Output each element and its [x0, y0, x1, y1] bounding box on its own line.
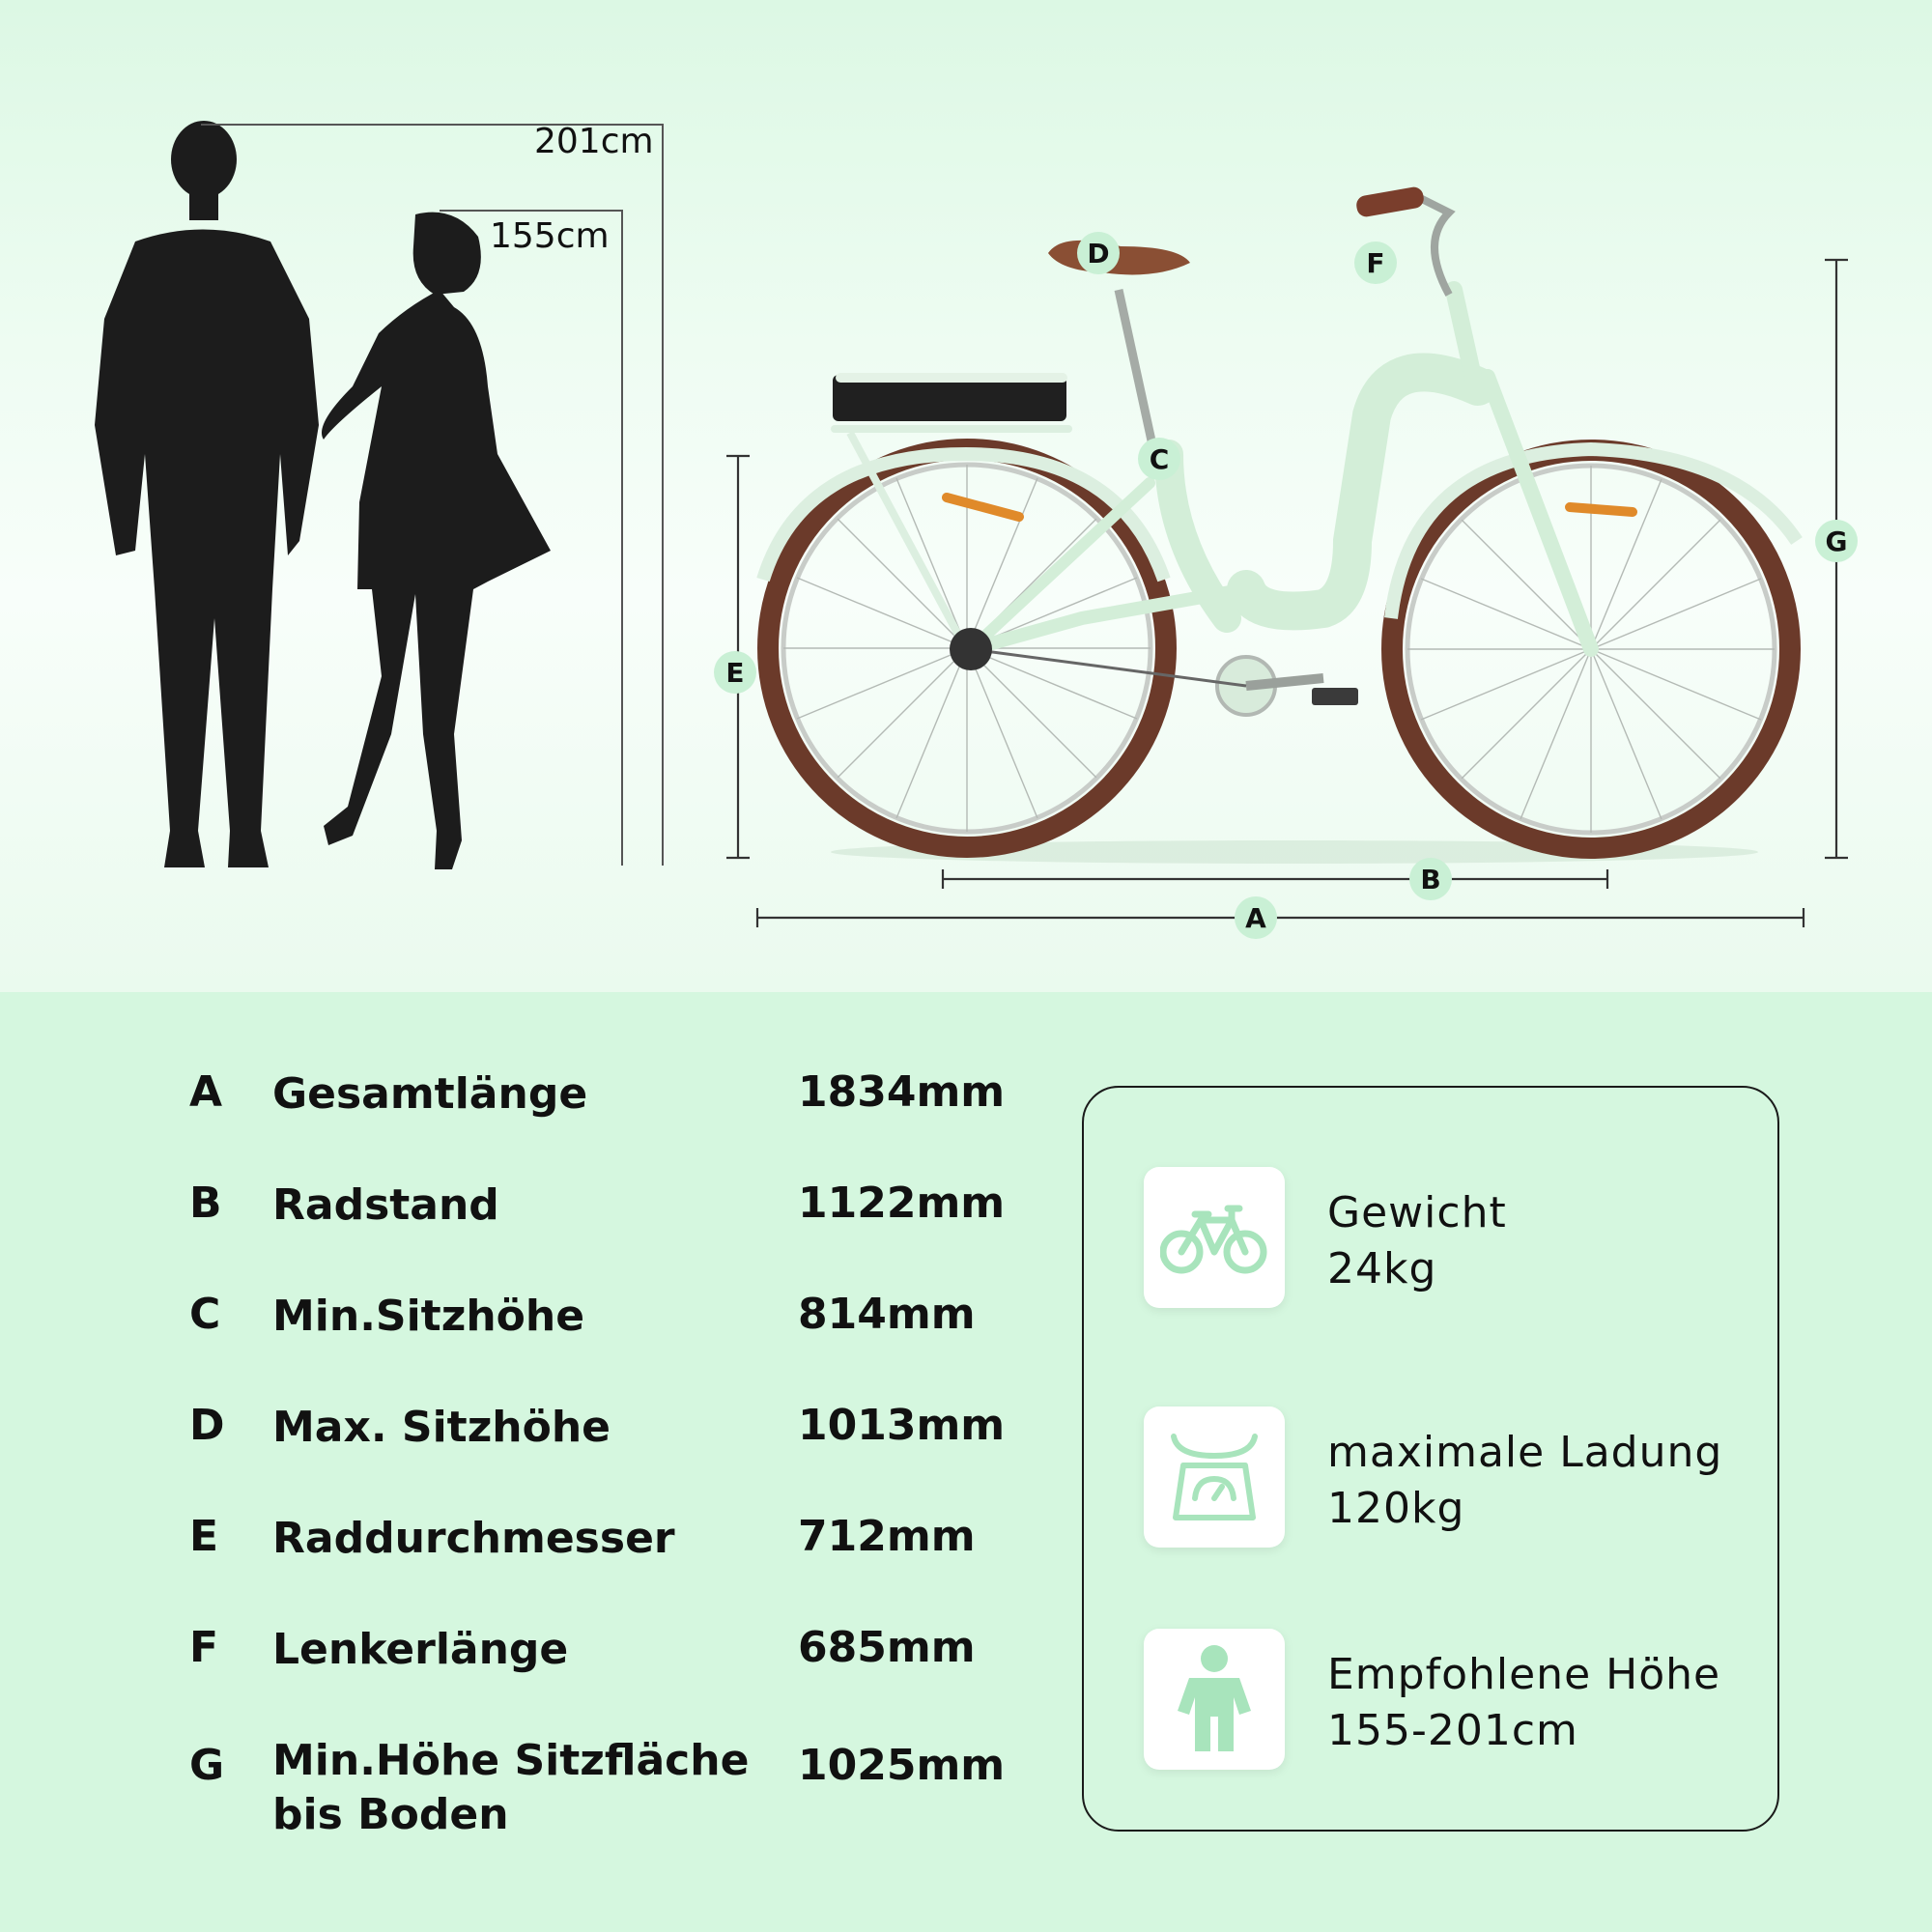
- spec-key: F: [189, 1623, 219, 1672]
- spec-key: A: [189, 1067, 223, 1117]
- marker-a: A: [1235, 896, 1277, 939]
- spec-value: 1834mm: [798, 1067, 1006, 1117]
- marker-f: F: [1354, 242, 1397, 284]
- height-label-201: 201cm: [534, 122, 654, 161]
- marker-c: C: [1138, 438, 1180, 480]
- info-recommended-height: [1144, 1629, 1762, 1774]
- scale-icon: [1144, 1406, 1285, 1548]
- spec-key: B: [189, 1179, 222, 1228]
- spec-key: G: [189, 1741, 225, 1790]
- info-max-load: [1144, 1406, 1762, 1551]
- marker-b: B: [1409, 858, 1452, 900]
- spec-value: 1025mm: [798, 1741, 1006, 1790]
- spec-value: 814mm: [798, 1290, 976, 1339]
- height-label-155: 155cm: [490, 216, 610, 256]
- bicycle-icon: [1144, 1167, 1285, 1308]
- spec-key: C: [189, 1290, 221, 1339]
- person-icon: [1144, 1629, 1285, 1770]
- spec-name: Min.Sitzhöhe: [272, 1292, 585, 1341]
- marker-d: D: [1077, 232, 1120, 274]
- spec-value: 1122mm: [798, 1179, 1006, 1228]
- spec-value: 712mm: [798, 1512, 976, 1561]
- info-recommended-height-value: 155-201cm: [1327, 1706, 1578, 1755]
- info-max-load-value: 120kg: [1327, 1484, 1465, 1533]
- info-weight-value: 24kg: [1327, 1244, 1437, 1293]
- info-weight-title: Gewicht: [1327, 1188, 1507, 1237]
- spec-key: D: [189, 1401, 225, 1450]
- spec-value: 685mm: [798, 1623, 976, 1672]
- man-silhouette: [95, 121, 319, 867]
- spec-value: 1013mm: [798, 1401, 1006, 1450]
- info-max-load-title: maximale Ladung: [1327, 1428, 1723, 1477]
- marker-e: E: [714, 651, 756, 694]
- bike-illustration: [763, 185, 1797, 864]
- spec-key: E: [189, 1512, 219, 1561]
- info-card: [1082, 1086, 1779, 1832]
- marker-g: G: [1815, 520, 1858, 562]
- woman-silhouette: [322, 213, 551, 869]
- info-recommended-height-title: Empfohlene Höhe: [1327, 1650, 1721, 1699]
- info-weight: [1144, 1167, 1762, 1312]
- spec-name: Lenkerlänge: [272, 1625, 569, 1674]
- spec-name: Raddurchmesser: [272, 1514, 675, 1563]
- spec-name: Min.Höhe Sitzfläche bis Boden: [272, 1736, 750, 1839]
- spec-name: Gesamtlänge: [272, 1069, 588, 1119]
- spec-name: Max. Sitzhöhe: [272, 1403, 611, 1452]
- spec-name: Radstand: [272, 1180, 499, 1230]
